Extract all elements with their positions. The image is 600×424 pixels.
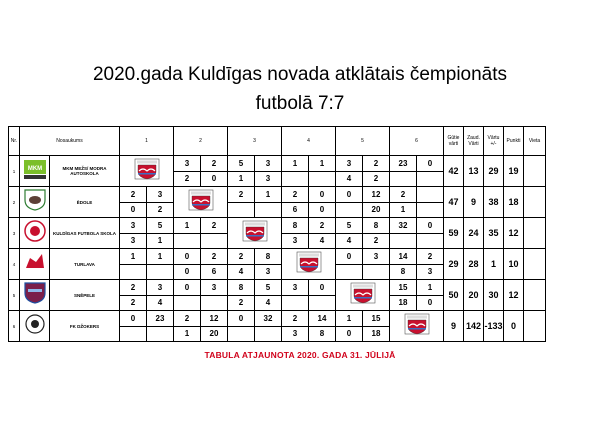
score-cell: 20 <box>201 326 228 342</box>
team-diff: 38 <box>484 187 504 218</box>
score-cell: 4 <box>309 233 336 249</box>
score-cell: 18 <box>363 326 390 342</box>
score-cell: 0 <box>417 156 444 172</box>
score-cell: 3 <box>147 280 174 296</box>
team-diff: 29 <box>484 156 504 187</box>
team-conceded: 13 <box>464 156 484 187</box>
score-cell: 1 <box>174 218 201 234</box>
team-diff: -133 <box>484 311 504 342</box>
score-cell: 1 <box>120 249 147 265</box>
score-cell: 2 <box>228 295 255 311</box>
team-points: 12 <box>504 280 524 311</box>
team-name: TURLAVA <box>50 249 120 280</box>
team-number: 2 <box>9 187 20 218</box>
team-scored: 9 <box>444 311 464 342</box>
score-cell: 0 <box>309 187 336 203</box>
team-name: ĒDOLE <box>50 187 120 218</box>
score-cell <box>201 233 228 249</box>
score-cell: 5 <box>228 156 255 172</box>
score-cell: 12 <box>201 311 228 327</box>
score-cell: 1 <box>174 326 201 342</box>
score-cell: 2 <box>120 187 147 203</box>
score-cell: 3 <box>282 280 309 296</box>
score-cell: 20 <box>363 202 390 218</box>
snepele-logo <box>20 280 50 311</box>
score-cell: 3 <box>363 249 390 265</box>
score-cell: 2 <box>417 249 444 265</box>
header-round-2: 2 <box>174 127 228 156</box>
score-cell: 0 <box>174 249 201 265</box>
kuldiga-crest-icon <box>390 311 444 342</box>
team-scored: 29 <box>444 249 464 280</box>
score-cell: 2 <box>201 249 228 265</box>
team-diff: 30 <box>484 280 504 311</box>
score-cell: 4 <box>336 233 363 249</box>
team-number: 4 <box>9 249 20 280</box>
score-cell: 5 <box>336 218 363 234</box>
score-cell: 0 <box>201 171 228 187</box>
score-cell: 2 <box>147 202 174 218</box>
score-cell: 2 <box>390 187 417 203</box>
score-cell: 0 <box>417 218 444 234</box>
kuldiga-crest-icon <box>120 156 174 187</box>
team-conceded: 9 <box>464 187 484 218</box>
score-cell <box>174 233 201 249</box>
score-cell: 2 <box>201 218 228 234</box>
score-cell: 3 <box>120 218 147 234</box>
score-cell: 2 <box>174 311 201 327</box>
score-cell: 6 <box>282 202 309 218</box>
team-number: 6 <box>9 311 20 342</box>
team-points: 10 <box>504 249 524 280</box>
header-round-3: 3 <box>228 127 282 156</box>
team-conceded: 28 <box>464 249 484 280</box>
score-cell: 3 <box>174 156 201 172</box>
score-cell: 4 <box>336 171 363 187</box>
kuldiga-crest-icon <box>282 249 336 280</box>
score-cell: 8 <box>282 218 309 234</box>
header-round-5: 5 <box>336 127 390 156</box>
score-cell: 0 <box>228 311 255 327</box>
score-cell: 2 <box>228 187 255 203</box>
score-cell: 1 <box>336 311 363 327</box>
score-cell <box>282 295 309 311</box>
team-place <box>524 311 546 342</box>
score-cell: 4 <box>255 295 282 311</box>
score-cell: 2 <box>174 171 201 187</box>
championship-table <box>8 126 546 342</box>
score-cell <box>147 326 174 342</box>
score-cell: 3 <box>255 264 282 280</box>
score-cell: 2 <box>282 311 309 327</box>
score-cell: 32 <box>390 218 417 234</box>
score-cell <box>120 326 147 342</box>
score-cell <box>174 295 201 311</box>
score-cell: 0 <box>309 280 336 296</box>
team-place <box>524 249 546 280</box>
team-diff: 35 <box>484 218 504 249</box>
score-cell <box>417 202 444 218</box>
team-number: 5 <box>9 280 20 311</box>
score-cell <box>309 171 336 187</box>
team-name: SNĒPELE <box>50 280 120 311</box>
team-scored: 50 <box>444 280 464 311</box>
score-cell: 12 <box>363 187 390 203</box>
header-round-1: 1 <box>120 127 174 156</box>
fk-dzokers-logo <box>20 311 50 342</box>
mkm-mezs-logo <box>20 156 50 187</box>
team-place <box>524 218 546 249</box>
score-cell: 1 <box>147 249 174 265</box>
team-points: 12 <box>504 218 524 249</box>
score-cell: 5 <box>255 280 282 296</box>
score-cell: 1 <box>228 171 255 187</box>
score-cell: 8 <box>228 280 255 296</box>
score-cell: 0 <box>174 280 201 296</box>
score-cell <box>228 326 255 342</box>
team-row <box>9 311 546 327</box>
team-row <box>9 187 546 203</box>
header-goal-diff: Vārtu +/- <box>484 127 504 156</box>
header-row <box>9 127 546 156</box>
team-row <box>9 280 546 296</box>
score-cell: 15 <box>390 280 417 296</box>
team-points: 18 <box>504 187 524 218</box>
score-cell <box>363 264 390 280</box>
score-cell: 8 <box>390 264 417 280</box>
team-row <box>9 218 546 234</box>
score-cell <box>255 326 282 342</box>
header-place: Vieta <box>524 127 546 156</box>
team-name: KULDĪGAS FUTBOLA SKOLA <box>50 218 120 249</box>
score-cell: 1 <box>282 156 309 172</box>
score-cell: 1 <box>417 280 444 296</box>
score-cell: 2 <box>120 280 147 296</box>
score-cell: 4 <box>147 295 174 311</box>
team-place <box>524 187 546 218</box>
header-goals-conceded: Zaud. Vārti <box>464 127 484 156</box>
score-cell: 32 <box>255 311 282 327</box>
score-cell: 2 <box>201 156 228 172</box>
score-cell: 14 <box>309 311 336 327</box>
score-cell <box>417 171 444 187</box>
score-cell: 0 <box>417 295 444 311</box>
score-cell: 8 <box>255 249 282 265</box>
score-cell: 6 <box>201 264 228 280</box>
score-cell <box>417 187 444 203</box>
score-cell: 23 <box>390 156 417 172</box>
team-row <box>9 249 546 265</box>
score-cell: 3 <box>336 156 363 172</box>
score-cell: 23 <box>147 311 174 327</box>
score-cell: 0 <box>336 249 363 265</box>
kfs-logo <box>20 218 50 249</box>
score-cell: 2 <box>228 249 255 265</box>
title-line-2: futbolā 7:7 <box>255 93 345 114</box>
score-cell: 0 <box>336 187 363 203</box>
team-place <box>524 280 546 311</box>
score-cell: 1 <box>390 202 417 218</box>
kuldiga-crest-icon <box>336 280 390 311</box>
score-cell: 3 <box>282 326 309 342</box>
score-cell: 1 <box>255 187 282 203</box>
score-cell: 3 <box>282 233 309 249</box>
score-cell: 3 <box>417 264 444 280</box>
edole-logo <box>20 187 50 218</box>
score-cell: 2 <box>363 233 390 249</box>
team-name: FK DŽOKERS <box>50 311 120 342</box>
score-cell: 1 <box>309 156 336 172</box>
team-scored: 47 <box>444 187 464 218</box>
score-cell <box>201 295 228 311</box>
score-cell <box>336 202 363 218</box>
score-cell: 4 <box>228 264 255 280</box>
kuldiga-crest-icon <box>228 218 282 249</box>
team-number: 3 <box>9 218 20 249</box>
team-conceded: 142 <box>464 311 484 342</box>
score-cell <box>390 233 417 249</box>
team-points: 19 <box>504 156 524 187</box>
team-points: 0 <box>504 311 524 342</box>
score-cell: 5 <box>147 218 174 234</box>
score-cell: 14 <box>390 249 417 265</box>
score-cell: 3 <box>147 187 174 203</box>
team-conceded: 24 <box>464 218 484 249</box>
score-cell: 2 <box>363 156 390 172</box>
score-cell <box>309 295 336 311</box>
svg-text:MKM: MKM <box>27 165 42 172</box>
score-cell: 0 <box>174 264 201 280</box>
score-cell <box>417 233 444 249</box>
team-row <box>9 156 546 172</box>
team-diff: 1 <box>484 249 504 280</box>
score-cell: 2 <box>120 295 147 311</box>
score-cell <box>336 264 363 280</box>
team-number: 1 <box>9 156 20 187</box>
score-cell: 0 <box>120 311 147 327</box>
score-cell <box>282 171 309 187</box>
score-cell: 3 <box>120 233 147 249</box>
score-cell: 0 <box>309 202 336 218</box>
team-scored: 59 <box>444 218 464 249</box>
header-nr: Nr. <box>9 127 20 156</box>
score-cell: 2 <box>282 187 309 203</box>
score-cell <box>255 202 282 218</box>
score-cell: 2 <box>309 218 336 234</box>
header-round-4: 4 <box>282 127 336 156</box>
score-cell: 3 <box>255 171 282 187</box>
header-name: Nosaukums <box>20 127 120 156</box>
score-cell <box>147 264 174 280</box>
team-scored: 42 <box>444 156 464 187</box>
team-conceded: 20 <box>464 280 484 311</box>
score-cell: 0 <box>336 326 363 342</box>
score-cell: 15 <box>363 311 390 327</box>
kuldiga-crest-icon <box>174 187 228 218</box>
score-cell: 0 <box>120 202 147 218</box>
score-cell: 1 <box>147 233 174 249</box>
header-goals-scored: Gūtie vārti <box>444 127 464 156</box>
score-cell: 3 <box>255 156 282 172</box>
turlava-logo <box>20 249 50 280</box>
score-cell <box>390 171 417 187</box>
score-cell <box>120 264 147 280</box>
header-points: Punkti <box>504 127 524 156</box>
score-cell: 3 <box>201 280 228 296</box>
team-name: MKM MEŽS/ MODRA AUTOSKOLA <box>50 156 120 187</box>
title-line-1: 2020.gada Kuldīgas novada atklātais čempionāts <box>92 64 508 85</box>
score-cell: 18 <box>390 295 417 311</box>
header-round-6: 6 <box>390 127 444 156</box>
team-place <box>524 156 546 187</box>
score-cell: 2 <box>363 171 390 187</box>
score-cell: 8 <box>363 218 390 234</box>
update-note: TABULA ATJAUNOTA 2020. GADA 31. JŪLIJĀ <box>204 350 396 360</box>
score-cell <box>228 202 255 218</box>
score-cell: 8 <box>309 326 336 342</box>
